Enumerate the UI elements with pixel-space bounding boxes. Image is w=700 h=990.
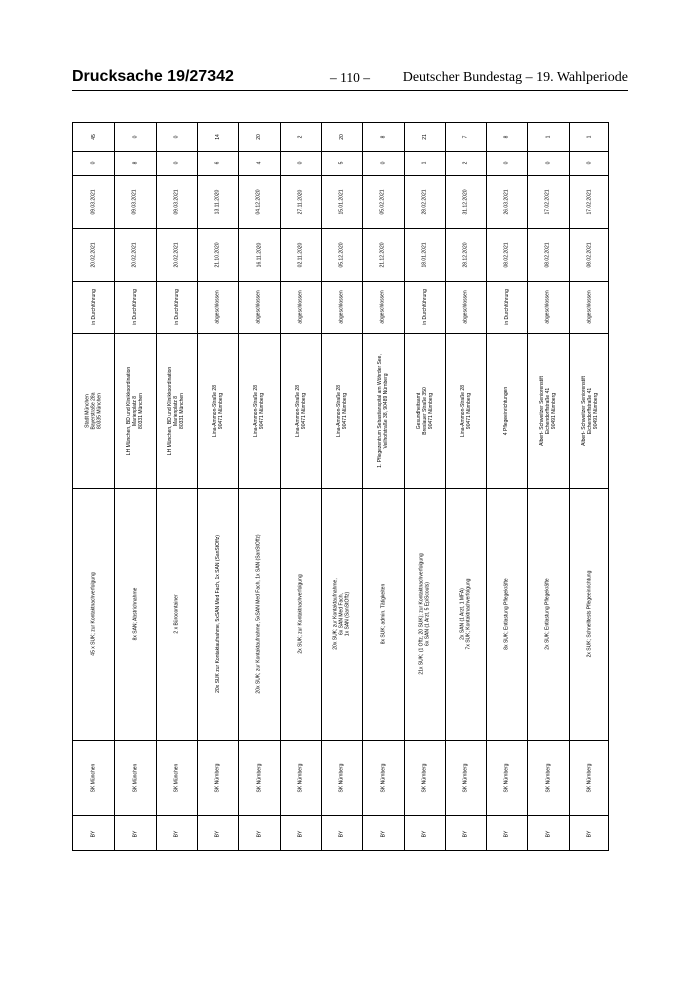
cell-count <box>197 123 238 151</box>
cell-location <box>527 333 569 488</box>
cell-ne <box>362 151 404 175</box>
cell-unit <box>362 740 404 815</box>
cell-start <box>197 228 238 281</box>
personnel-text: 2x SUK; zur Kontaktnachverfolgung <box>297 574 304 654</box>
location-text <box>504 386 510 434</box>
cell-start <box>238 228 280 281</box>
status-text: abgeschlossen <box>214 290 221 324</box>
cell-location <box>362 333 404 488</box>
end-text: 09.03.2021 <box>132 188 138 215</box>
header-rule <box>72 90 628 91</box>
location-line: 80331 München <box>179 392 186 429</box>
state-text: BY <box>462 830 469 837</box>
cell-count <box>114 123 156 151</box>
state-text: BY <box>297 830 304 837</box>
cell-location <box>404 333 445 488</box>
status-text: abgeschlossen <box>544 290 551 324</box>
cell-end <box>362 175 404 228</box>
cell-start <box>73 228 114 281</box>
cell-count <box>527 123 569 151</box>
count-text: 7 <box>462 135 469 139</box>
state-text: BY <box>173 830 180 837</box>
personnel-text: 8x SAN; Abstrichnahme <box>132 587 138 641</box>
location-line: 90491 Nürnberg <box>551 392 558 429</box>
unit-text: SK Nürnberg <box>214 763 221 792</box>
cell-state <box>569 815 610 852</box>
cell-status <box>362 281 404 333</box>
cell-personnel <box>197 488 238 740</box>
page-number: – 110 – <box>330 70 370 85</box>
cell-unit <box>197 740 238 815</box>
count-text: 0 <box>132 135 138 139</box>
location-line: Lina-Ammon-Straße 28 <box>211 384 218 437</box>
count-text: 45 <box>90 134 97 140</box>
cell-location <box>569 333 610 488</box>
cell-unit <box>73 740 114 815</box>
cell-status <box>73 281 114 333</box>
location-line: 90471 Nürnberg <box>341 392 348 429</box>
cell-status <box>569 281 610 333</box>
cell-status <box>156 281 197 333</box>
cell-status <box>197 281 238 333</box>
location-text <box>460 385 472 437</box>
state-text: BY <box>586 830 593 837</box>
location-line: Lina-Ammon-Straße 28 <box>459 384 466 437</box>
cell-end <box>404 175 445 228</box>
cell-end <box>156 175 197 228</box>
ne-text: 0 <box>90 161 97 165</box>
cell-unit <box>527 740 569 815</box>
cell-unit <box>569 740 610 815</box>
personnel-line: 2x SAN (1 Arzt, 1 MFA) <box>459 588 466 640</box>
cell-state <box>321 815 362 852</box>
status-text: abgeschlossen <box>586 290 593 324</box>
personnel-text: 45 x SUK; zur Kontaktnachverfolgung <box>90 572 97 656</box>
cell-count <box>362 123 404 151</box>
count-text: 2 <box>297 135 304 139</box>
cell-location <box>114 333 156 488</box>
cell-count <box>321 123 362 151</box>
status-text: in Durchführung <box>90 289 97 325</box>
cell-unit <box>238 740 280 815</box>
count-text: 20 <box>256 134 262 140</box>
cell-end <box>321 175 362 228</box>
start-text: 18.01.2021 <box>421 241 428 268</box>
location-line: Lina-Ammon-Straße 28 <box>294 384 301 437</box>
cell-personnel <box>321 488 362 740</box>
personnel-text: 20x SUK zur Kontaktaufnahme, 5xSAN Med Fach, 1x SAN (SanStOffz) <box>214 535 221 693</box>
cell-ne <box>527 151 569 175</box>
cell-personnel <box>569 488 610 740</box>
count-text: 0 <box>173 135 180 139</box>
cell-personnel <box>362 488 404 740</box>
unit-text: SK Nürnberg <box>586 763 593 792</box>
location-text <box>416 387 434 435</box>
cell-ne <box>73 151 114 175</box>
cell-state <box>156 815 197 852</box>
cell-count <box>445 123 486 151</box>
personnel-text: 2x SUK; Schnelltests Pflegeeinrichtung <box>586 570 593 658</box>
cell-end <box>114 175 156 228</box>
state-text: BY <box>214 830 221 837</box>
unit-text: SK Nürnberg <box>462 763 469 792</box>
personnel-line: 1x SAN (SanStOffz) <box>344 591 351 637</box>
cell-unit <box>156 740 197 815</box>
location-line: 90471 Nürnberg <box>259 392 265 429</box>
personnel-text: 2 x Bürocontainer <box>173 594 180 634</box>
document-number: Drucksache 19/27342 <box>72 68 234 85</box>
end-text: 28.02.2021 <box>421 188 428 215</box>
start-text: 08.02.2021 <box>586 241 593 268</box>
count-text: 8 <box>380 135 386 139</box>
start-text: 02.11.2020 <box>297 242 304 267</box>
cell-ne <box>114 151 156 175</box>
cell-location <box>486 333 527 488</box>
cell-unit <box>321 740 362 815</box>
location-text <box>336 385 348 437</box>
state-text: BY <box>544 830 551 837</box>
start-text: 05.12.2020 <box>338 241 345 268</box>
start-text: 20.02.2021 <box>90 241 97 268</box>
cell-count <box>280 123 321 151</box>
location-line: 90471 Nürnberg <box>427 392 434 429</box>
unit-text: SK Nürnberg <box>421 763 428 792</box>
unit-text: SK Nürnberg <box>338 763 345 792</box>
end-text: 04.12.2020 <box>256 188 262 215</box>
status-text: in Durchführung <box>503 289 510 325</box>
location-text <box>126 366 144 454</box>
location-text <box>377 354 389 468</box>
ne-text: 4 <box>256 161 262 165</box>
cell-status <box>527 281 569 333</box>
cell-end <box>73 175 114 228</box>
unit-text: SK Nürnberg <box>256 763 262 792</box>
count-text: 1 <box>586 135 593 139</box>
cell-count <box>486 123 527 151</box>
personnel-text: 2x SUK; Entlastung Pflegekräfte <box>545 578 551 650</box>
location-line: Lina-Ammon-Straße 28 <box>335 384 342 437</box>
cell-personnel <box>238 488 280 740</box>
start-text: 21.10.2020 <box>214 241 221 268</box>
cell-start <box>445 228 486 281</box>
cell-status <box>238 281 280 333</box>
cell-personnel <box>486 488 527 740</box>
location-line: Lina-Ammon-Straße 28 <box>253 384 259 437</box>
cell-state <box>238 815 280 852</box>
cell-end <box>280 175 321 228</box>
cell-state <box>280 815 321 852</box>
cell-state <box>445 815 486 852</box>
state-text: BY <box>338 830 345 837</box>
end-text: 26.03.2021 <box>503 188 510 215</box>
cell-personnel <box>445 488 486 740</box>
location-line: 90471 Nürnberg <box>217 392 224 429</box>
status-text: abgeschlossen <box>379 290 386 324</box>
parliament-period: Deutscher Bundestag – 19. Wahlperiode <box>402 70 628 85</box>
cell-location <box>321 333 362 488</box>
status-text: abgeschlossen <box>338 290 345 324</box>
cell-start <box>114 228 156 281</box>
cell-start <box>362 228 404 281</box>
ne-text: 5 <box>338 161 345 165</box>
location-text <box>539 376 557 446</box>
location-line: Veilhofstraße 38, 90489 Nürnberg <box>383 372 390 449</box>
start-text: 08.02.2021 <box>545 241 551 268</box>
cell-state <box>73 815 114 852</box>
status-text: in Durchführung <box>131 289 138 325</box>
cell-start <box>404 228 445 281</box>
start-text: 28.12.2020 <box>462 241 469 268</box>
personnel-line: 21x SUK; (1 Offz, 20 SUK); zur Kontaktnachverfolgung <box>418 553 425 675</box>
location-line: Marienplatz 8 <box>173 395 180 426</box>
cell-state <box>197 815 238 852</box>
count-text: 20 <box>338 134 345 140</box>
cell-count <box>569 123 610 151</box>
cell-ne <box>280 151 321 175</box>
personnel-text: 20x SUK; zur Kontaktaufnahme, 5xSAN Med Fach, 1x SAN (SanStOffz) <box>256 534 262 694</box>
cell-state <box>527 815 569 852</box>
status-text: in Durchführung <box>173 289 180 325</box>
cell-start <box>569 228 610 281</box>
location-line: 4 Pflegeeinrichtungen <box>503 386 510 435</box>
personnel-text: 8x SUK; Entlastung Pflegekräfte <box>503 578 510 650</box>
count-text: 1 <box>545 135 551 139</box>
end-text: 17.02.2021 <box>586 188 593 215</box>
location-line: 90471 Nürnberg <box>465 392 472 429</box>
status-text: in Durchführung <box>421 289 428 325</box>
unit-text: SK Nürnberg <box>380 763 386 792</box>
ne-text: 2 <box>462 161 469 165</box>
location-line: Albert- Schweitzer Seniorenstift <box>539 375 546 446</box>
end-text: 15.01.2021 <box>338 188 345 215</box>
cell-end <box>238 175 280 228</box>
end-text: 13.11.2020 <box>214 189 221 214</box>
location-text <box>212 385 224 437</box>
personnel-text <box>333 578 351 649</box>
start-text: 08.02.2021 <box>503 241 510 268</box>
location-line: Breslauer Straße 350 <box>421 386 428 435</box>
cell-location <box>280 333 321 488</box>
end-text: 09.03.2021 <box>90 188 97 215</box>
cell-unit <box>486 740 527 815</box>
cell-end <box>527 175 569 228</box>
location-line: Eichendorffstraße 41 <box>545 387 552 434</box>
cell-personnel <box>404 488 445 740</box>
state-text: BY <box>421 830 428 837</box>
cell-end <box>486 175 527 228</box>
unit-text: SK Nürnberg <box>297 763 304 792</box>
cell-ne <box>197 151 238 175</box>
personnel-line: 6x SAN Med Fach, <box>338 593 345 635</box>
count-text: 21 <box>421 134 428 140</box>
state-text: BY <box>131 830 138 837</box>
cell-state <box>486 815 527 852</box>
cell-start <box>280 228 321 281</box>
cell-personnel <box>280 488 321 740</box>
cell-location <box>238 333 280 488</box>
location-line: Marienplatz 8 <box>132 395 139 426</box>
location-line: LH München, BD und Klinikkoordination <box>126 366 133 455</box>
unit-text: SK München <box>173 763 180 792</box>
ne-text: 0 <box>503 161 510 165</box>
ne-text: 0 <box>380 161 386 165</box>
cell-ne <box>486 151 527 175</box>
location-line: 90491 Nürnberg <box>592 392 599 429</box>
location-text <box>168 366 186 454</box>
cell-unit <box>280 740 321 815</box>
personnel-line: 20x SUK; zur Kontaktaufnahme, <box>332 578 339 650</box>
cell-start <box>486 228 527 281</box>
location-text <box>581 376 599 446</box>
status-text: abgeschlossen <box>462 290 469 324</box>
status-text: abgeschlossen <box>297 290 304 324</box>
cell-ne <box>156 151 197 175</box>
cell-unit <box>114 740 156 815</box>
unit-text: SK Nürnberg <box>503 763 510 792</box>
cell-ne <box>569 151 610 175</box>
unit-text: SK Nürnberg <box>545 763 551 792</box>
cell-state <box>404 815 445 852</box>
start-text: 20.02.2021 <box>132 241 138 268</box>
personnel-line: 7x SUK; Kontaktnachverfolgung <box>465 578 472 650</box>
cell-location <box>445 333 486 488</box>
ne-text: 6 <box>214 161 221 165</box>
cell-status <box>404 281 445 333</box>
cell-personnel <box>527 488 569 740</box>
cell-status <box>445 281 486 333</box>
cell-location <box>73 333 114 488</box>
location-line: 1. Pflegezentrum Sebastianspital am Wöhrder See, <box>377 353 384 468</box>
location-line: 90471 Nürnberg <box>300 392 307 429</box>
status-text: abgeschlossen <box>255 290 262 324</box>
cell-end <box>445 175 486 228</box>
cell-ne <box>404 151 445 175</box>
cell-start <box>527 228 569 281</box>
cell-location <box>156 333 197 488</box>
location-text <box>253 385 265 437</box>
deployment-table <box>72 122 609 851</box>
end-text: 27.11.2020 <box>297 189 304 214</box>
ne-text: 8 <box>132 161 138 165</box>
ne-text: 0 <box>545 161 551 165</box>
location-text <box>85 392 103 429</box>
state-text: BY <box>255 830 262 837</box>
cell-status <box>114 281 156 333</box>
state-text: BY <box>90 830 97 837</box>
personnel-text: 8x SUK; admin. Tätigkeiten <box>380 583 386 645</box>
cell-count <box>73 123 114 151</box>
location-text <box>295 385 307 437</box>
cell-status <box>321 281 362 333</box>
location-line: 80335 München <box>96 392 103 429</box>
location-line: 80331 München <box>138 392 145 429</box>
count-text: 8 <box>503 135 510 139</box>
count-text: 14 <box>214 134 221 140</box>
end-text: 17.02.2021 <box>545 188 551 215</box>
cell-state <box>362 815 404 852</box>
personnel-text <box>460 579 472 650</box>
cell-status <box>486 281 527 333</box>
cell-end <box>569 175 610 228</box>
end-text: 05.02.2021 <box>380 188 386 215</box>
cell-personnel <box>156 488 197 740</box>
cell-ne <box>321 151 362 175</box>
cell-personnel <box>114 488 156 740</box>
personnel-text <box>419 553 431 674</box>
location-line: Stadt München <box>84 393 91 428</box>
ne-text: 1 <box>421 161 428 165</box>
cell-start <box>321 228 362 281</box>
location-line: Albert- Schweitzer Seniorenstift <box>580 375 587 446</box>
cell-count <box>404 123 445 151</box>
unit-text: SK München <box>131 763 138 792</box>
cell-state <box>114 815 156 852</box>
location-line: Eichendorffstraße 41 <box>586 387 593 434</box>
unit-text: SK München <box>90 763 97 792</box>
state-text: BY <box>503 830 510 837</box>
ne-text: 0 <box>586 161 593 165</box>
start-text: 21.12.2020 <box>380 241 386 268</box>
cell-start <box>156 228 197 281</box>
cell-unit <box>445 740 486 815</box>
end-text: 31.12.2020 <box>462 188 469 215</box>
cell-status <box>280 281 321 333</box>
cell-unit <box>404 740 445 815</box>
location-line: Gesundheitsamt <box>415 392 422 429</box>
start-text: 16.11.2020 <box>256 242 262 267</box>
location-line: LH München, BD und Klinikkoordination <box>167 366 174 455</box>
state-text: BY <box>379 830 386 837</box>
ne-text: 0 <box>297 161 304 165</box>
cell-ne <box>445 151 486 175</box>
cell-personnel <box>73 488 114 740</box>
ne-text: 0 <box>173 161 180 165</box>
personnel-line: 6x SAN (1 Arzt, 5 EpiScouts) <box>424 582 431 646</box>
cell-count <box>238 123 280 151</box>
location-line: Bayerstraße 28a <box>90 392 97 429</box>
cell-location <box>197 333 238 488</box>
cell-count <box>156 123 197 151</box>
start-text: 20.02.2021 <box>173 241 180 268</box>
cell-ne <box>238 151 280 175</box>
cell-end <box>197 175 238 228</box>
end-text: 09.03.2021 <box>173 188 180 215</box>
